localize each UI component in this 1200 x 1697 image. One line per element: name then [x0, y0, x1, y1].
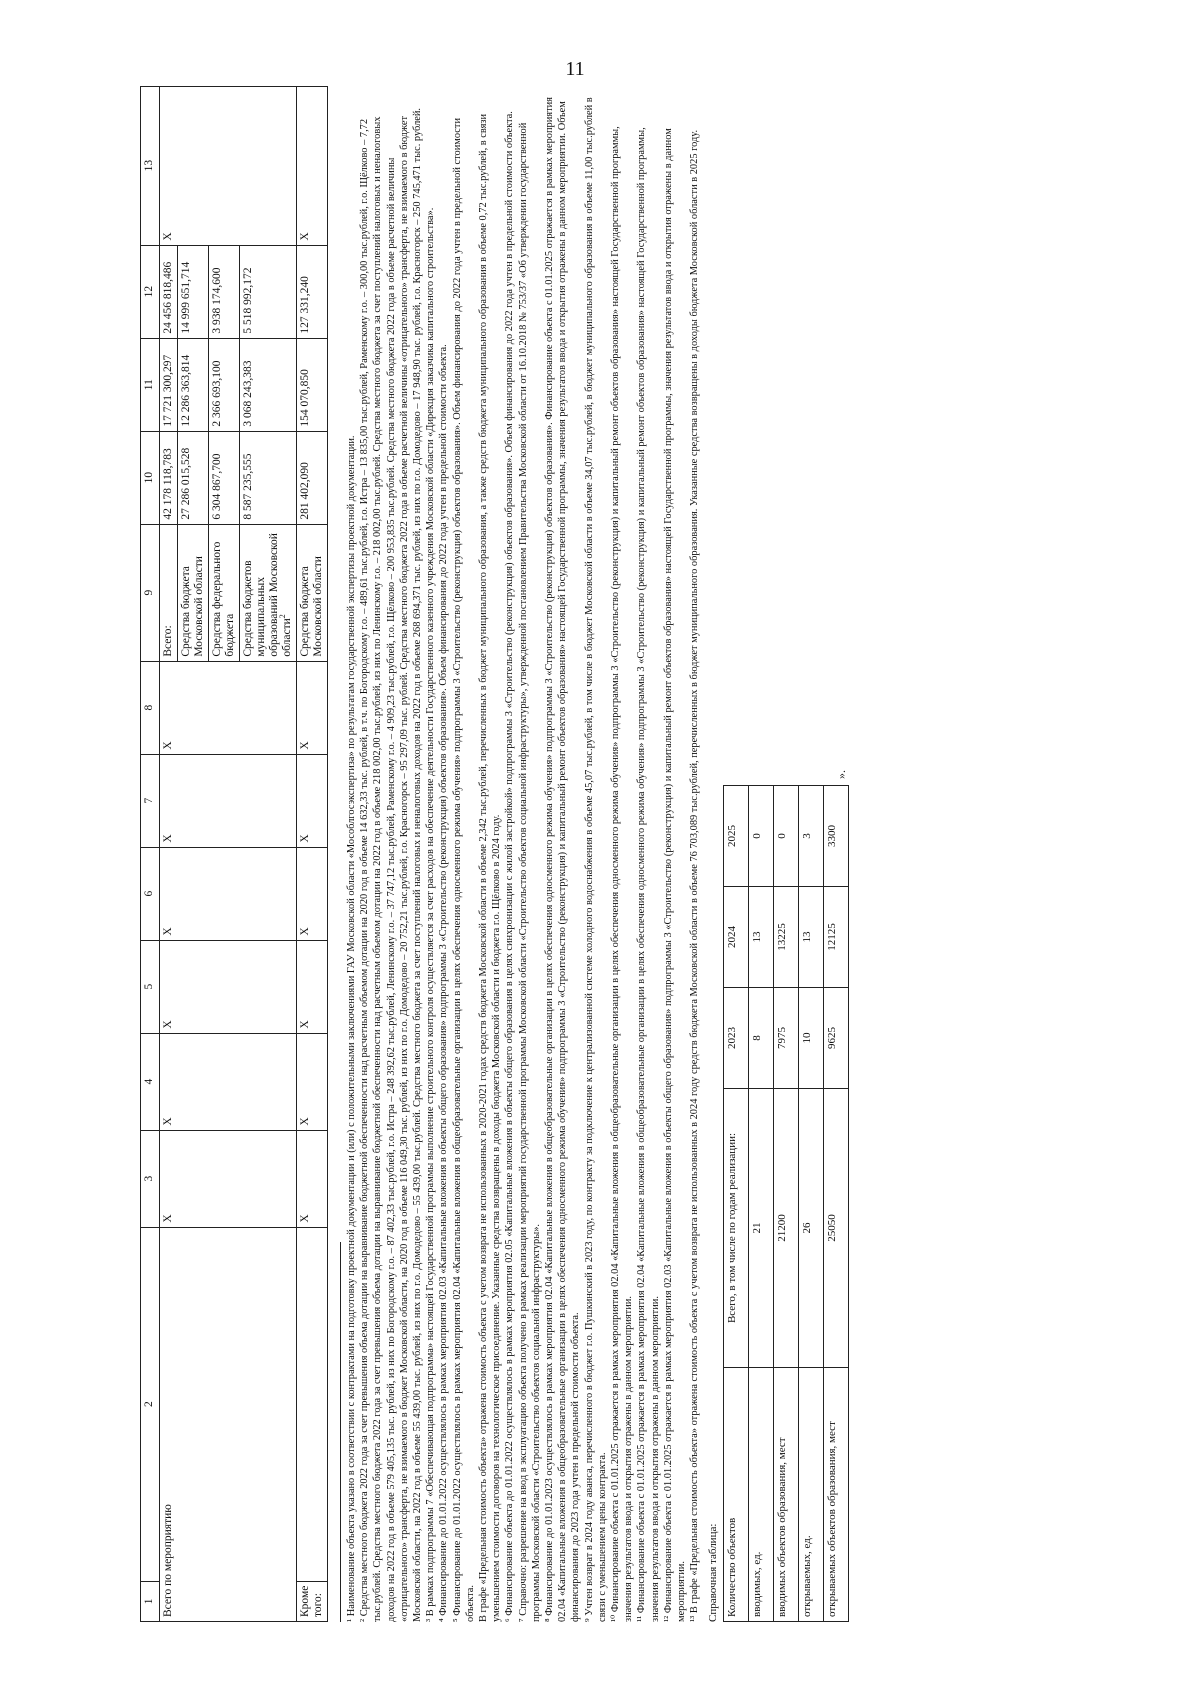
table-cell: 3 — [798, 786, 823, 887]
source-name-cell — [240, 524, 297, 661]
footnote: ¹⁰ Финансирование объекта с 01.01.2025 отражается в рамках мероприятия 02.04 «Капитальные вложения в общеобразовательные организации в целях обеспечения односменного режима обучения» подпрограммы 3 «Строительство (реконструкция) и капитальный ремонт объектов образования» настоящей Государственной программы, значения результатов ввода и открытия отражены в данном мероприятии. — [610, 126, 635, 1622]
footnote: ⁹ Учтен возврат в 2024 году аванса, перечисленного в бюджет г.о. Пушкинский в 2023 году, по контракту за подключение к централизованной системе холодного водоснабжения в объеме 45,07 тыс.рублей, в том числе в бюджет Московской области в объеме 34,07 тыс.рублей, в бюджет муниципального образования в объеме 11,00 тыс.рублей в связи с уменьшением цены контракта. — [583, 97, 608, 1622]
row-label: Кроме того: — [297, 1581, 328, 1621]
table-cell: 13225 — [773, 887, 798, 988]
header-cell: Количество объектов — [723, 1368, 748, 1622]
table-cell: 12125 — [823, 887, 848, 988]
table-header-row — [723, 786, 748, 1622]
table-cell: Х — [160, 754, 297, 847]
table-cell: 24 456 818,486 — [160, 245, 178, 338]
table-cell: 6 304 867,700 — [209, 431, 240, 524]
header-col-5: 5 — [141, 940, 160, 1033]
table-cell: 3 938 174,600 — [209, 245, 240, 338]
table-cell — [297, 1227, 328, 1581]
footnotes — [340, 92, 849, 1622]
table-cell: Х — [297, 661, 328, 754]
table-cell: Х — [160, 847, 297, 940]
header-col-12: 12 — [141, 245, 160, 338]
table-cell: Х — [297, 86, 328, 245]
header-cell: 2024 — [723, 887, 748, 988]
row-label: Всего по мероприятию — [160, 1227, 297, 1621]
footnote: ⁶ Финансирование объекта до 01.01.2022 осуществлялось в рамках мероприятия 02.05 «Капитальные вложения в объекты общего образования в целях синхронизации с жилой застройкой» подпрограммы 3 «Строительство (реконструкция) объектов образования». Объем финансирования до 2022 года учтен в предельной стоимости объекта. — [504, 111, 516, 1622]
table-cell: 21200 — [773, 1089, 798, 1368]
header-cell: Всего, в том числе по годам реализации: — [723, 1089, 748, 1368]
table-cell: 13 — [798, 887, 823, 988]
table-cell: Х — [297, 847, 328, 940]
header-col-3: 3 — [141, 1130, 160, 1227]
reference-table-wrapper — [721, 92, 849, 1622]
table-cell: 13 — [748, 887, 773, 988]
page-number: 11 — [565, 58, 585, 80]
header-cell: 2023 — [723, 988, 748, 1089]
source-name: Средства бюджетов муниципальных образований Московской области — [242, 533, 293, 657]
table-cell: Х — [160, 1033, 297, 1130]
table-cell: Х — [297, 754, 328, 847]
table-cell: 3300 — [823, 786, 848, 887]
table-row — [160, 86, 178, 1621]
table-cell: открываемых объектов образования, мест — [823, 1368, 848, 1622]
header-col-11: 11 — [141, 338, 160, 431]
header-col-1: 1 — [141, 1581, 160, 1621]
footnote: ² Средства местного бюджета 2022 года за счет превышения объема дотации на выравнивание бюджетной обеспеченности над расчетным объемом дотации на 2020 год в объеме 14 632,33 тыс. рублей, в т.ч. по Богородскому г.о. – 489,61 тыс.рублей, г.о. Истра – 13 835,00 тыс.рублей, Раменскому г.о. – 300,00 тыс.рублей, г.о. Щёлково – 7,72 тыс.рублей. Средства местного бюджета 2022 года за счет превышения объема дотации на выравнивание бюджетной обеспеченности над расчетным объемом дотации на 2022 год в объеме 218 002,00 тыс.рублей, из них по Ленинскому г.о. – 218 002,00 тыс.рублей. Средства местного бюджета за счет поступлений налоговых и неналоговых доходов на 2022 год в объеме 579 405,135 тыс. рублей, из них по Богородскому г.о. – 87 402,33 тыс.рублей, г.о. Истра – 248 392,62 тыс.рублей, Ленинскому г.о. – 37 747,12 тыс.рублей, Раменскому г.о. – 4 909,23 тыс.рублей, г.о. Щёлково – 200 953,835 тыс.рублей. Средства местного бюджета 2022 года в объеме расчетной величины «отрицательного» трансферта, не взимаемого в бюджет Московской области, на 2020 год в объеме 116 049,30 тыс. рублей, из них по г.о. Домодедово – 20 752,21 тыс.рублей, г.о. Красногорск – 95 297,09 тыс. рублей. Средства местного бюджета 2022 года в объеме расчетной величины «отрицательного» трансферта, не взимаемого в бюджет Московской области, на 2022 год в объеме 55 439,00 тыс. рублей, из них по г.о. Домодедово – 55 439,00 тыс.рублей. Средства местного бюджета за счет поступлений налоговых и неналоговых доходов на 2022 год в объеме 268 694,371 тыс. рублей, из них по г.о. Домодедово – 17 948,90 тыс. рублей, г.о. Красногорск – 250 745,471 тыс. рублей. — [359, 107, 424, 1622]
closing-quote: ». — [834, 770, 849, 779]
footnote: ¹ Наименование объекта указано в соответствии с контрактами на подготовку проектной документации и (или) с положительными заключениями ГАУ Московской области «Мособлгосэкспертиза» по результатам государственной экспертизы проектной документации. — [346, 435, 357, 1622]
table-row — [773, 786, 798, 1622]
table-cell: 10 — [798, 988, 823, 1089]
table-cell: 42 178 118,783 — [160, 431, 178, 524]
table-cell: открываемых, ед. — [798, 1368, 823, 1622]
footnote-ref: 2 — [278, 614, 288, 619]
header-col-13: 13 — [141, 86, 160, 245]
table-cell: 14 999 651,714 — [178, 245, 209, 338]
source-name: Средства бюджета Московской области — [178, 524, 209, 661]
reference-table-caption: Справочная таблица: — [707, 1523, 720, 1622]
table-cell: 0 — [773, 786, 798, 887]
reference-table — [723, 785, 849, 1622]
table-cell: вводимых, ед. — [748, 1368, 773, 1622]
table-cell: 9625 — [823, 988, 848, 1089]
table-cell: Х — [297, 1033, 328, 1130]
table-cell: 8 587 235,555 — [240, 431, 297, 524]
footnote: ⁴ Финансирование до 01.01.2022 осуществлялось в рамках мероприятия 02.03 «Капитальные вложения в объекты общего образования» подпрограммы 3 «Строительство (реконструкция) объектов образования». Объем финансирования до 2022 года учтен в предельной стоимости объекта. — [438, 344, 450, 1622]
header-col-6: 6 — [141, 847, 160, 940]
table-cell: 26 — [798, 1089, 823, 1368]
table-cell: 27 286 015,528 — [178, 431, 209, 524]
header-col-4: 4 — [141, 1033, 160, 1130]
table-cell: 7975 — [773, 988, 798, 1089]
source-name: Всего: — [160, 524, 178, 661]
header-col-8: 8 — [141, 661, 160, 754]
table-cell: 12 286 363,814 — [178, 338, 209, 431]
table-row — [823, 786, 848, 1622]
footnote-separator — [340, 1242, 341, 1622]
table-cell: 127 331,240 — [297, 245, 328, 338]
rotated-page-content — [140, 62, 1200, 1622]
table-row — [297, 86, 328, 1621]
table-cell: 8 — [748, 988, 773, 1089]
footnote: ⁷ Справочно: разрешение на ввод в эксплуатацию объекта получено в рамках реализации мероприятий государственной программы Московской области «Строительство объектов социальной инфраструктуры», утвержденной постановлением Правительства Московской области от 16.10.2018 № 753/37 «Об утверждении государственной программы Московской области «Строительство объектов социальной инфраструктуры». — [517, 122, 542, 1622]
table-cell: Х — [160, 1130, 297, 1227]
footnote: ¹¹ Финансирование объекта с 01.01.2025 отражается в рамках мероприятия 02.04 «Капитальные вложения в общеобразовательные организации в целях обеспечения односменного режима обучения» подпрограммы 3 «Строительство (реконструкция) и капитальный ремонт объектов образования» настоящей Государственной программы, значения результатов ввода и открытия отражены в данном мероприятии. — [636, 127, 661, 1622]
table-cell: Х — [160, 86, 297, 245]
table-row — [798, 786, 823, 1622]
footnote: ⁸ Финансирование до 01.01.2023 осуществлялось в рамках мероприятия 02.04 «Капитальные вложения в общеобразовательные организации в целях обеспечения односменного режима обучения» подпрограммы 3 «Строительство (реконструкция) объектов образования». Финансирование объекта с 01.01.2025 отражается в рамках мероприятия 02.04 «Капитальные вложения в общеобразовательные организации в целях обеспечения односменного режима обучения» подпрограммы 3 «Строительство (реконструкция) и капитальный ремонт объектов образования» настоящей Государственной программы, значения результатов ввода и открытия отражены в данном мероприятии. Объем финансирования до 2023 года учтен в предельной стоимости объекта. — [544, 97, 582, 1622]
header-col-2: 2 — [141, 1227, 160, 1581]
budget-table — [140, 86, 328, 1622]
table-cell: 3 068 243,383 — [240, 338, 297, 431]
table-cell: 2 366 693,100 — [209, 338, 240, 431]
table-cell: 21 — [748, 1089, 773, 1368]
footnote: В графе «Предельная стоимость объекта» отражена стоимость объекта с учетом возврата не использованных в 2020-2021 годах средств бюджета Московской области в объеме 2,342 тыс.рублей, перечисленных в бюджет муниципального образования, а также средств бюджета муниципального образования в объеме 0,72 тыс.рублей, в связи уменьшением стоимости договоров на технологическое присоединение. Указанные средства возвращены в доходы бюджета Московской области и бюджета г.о. Щёлково в 2024 году. — [478, 113, 503, 1622]
footnote: ¹² Финансирование объекта с 01.01.2025 отражается в рамках мероприятия 02.03 «Капитальные вложения в объекты общего образования» подпрограммы 3 «Строительство (реконструкция) и капитальный ремонт объектов образования» настоящей Государственной программы, значения результатов ввода и открытия отражены в данном мероприятии. — [662, 128, 688, 1622]
table-cell: 154 070,850 — [297, 338, 328, 431]
table-cell: 25050 — [823, 1089, 848, 1368]
source-name: Средства бюджета Московской области — [297, 524, 328, 661]
header-col-10: 10 — [141, 431, 160, 524]
footnote: ¹³ В графе «Предельная стоимость объекта» отражена стоимость объекта с учетом возврата не использованных в 2024 году средств бюджета Московской области в объеме 76 703,089 тыс.рублей, перечисленных в бюджет муниципального образования. Указанные средства возвращены в доходы бюджета Московской области в 2025 году. — [689, 129, 701, 1622]
table-cell: 0 — [748, 786, 773, 887]
table-cell: Х — [297, 1130, 328, 1227]
header-col-7: 7 — [141, 754, 160, 847]
table-cell: 17 721 300,297 — [160, 338, 178, 431]
source-name: Средства федерального бюджета — [209, 524, 240, 661]
table-cell: Х — [297, 940, 328, 1033]
table-cell: Х — [160, 661, 297, 754]
table-cell: 281 402,090 — [297, 431, 328, 524]
header-cell: 2025 — [723, 786, 748, 887]
table-cell: 5 518 992,172 — [240, 245, 297, 338]
header-col-9: 9 — [141, 524, 160, 661]
table-cell: вводимых объектов образования, мест — [773, 1368, 798, 1622]
footnote: ³ В рамках подпрограммы 7 «Обеспечивающая подпрограмма» настоящей Государственной программы выполнение строительного контроля осуществляется за счет расходов на обеспечение деятельности Государственного казенного учреждения Московской области «Дирекция заказчика капитального строительства». — [425, 207, 437, 1622]
table-cell: Х — [160, 940, 297, 1033]
table-row — [748, 786, 773, 1622]
table-header-row — [141, 86, 160, 1621]
footnote: ⁵ Финансирование до 01.01.2022 осуществлялось в рамках мероприятия 02.04 «Капитальные вложения в общеобразовательные организации в целях обеспечения односменного режима обучения» подпрограммы 3 «Строительство (реконструкция) объектов образования». Объем финансирования до 2022 года учтен в предельной стоимости объекта. — [451, 117, 476, 1622]
